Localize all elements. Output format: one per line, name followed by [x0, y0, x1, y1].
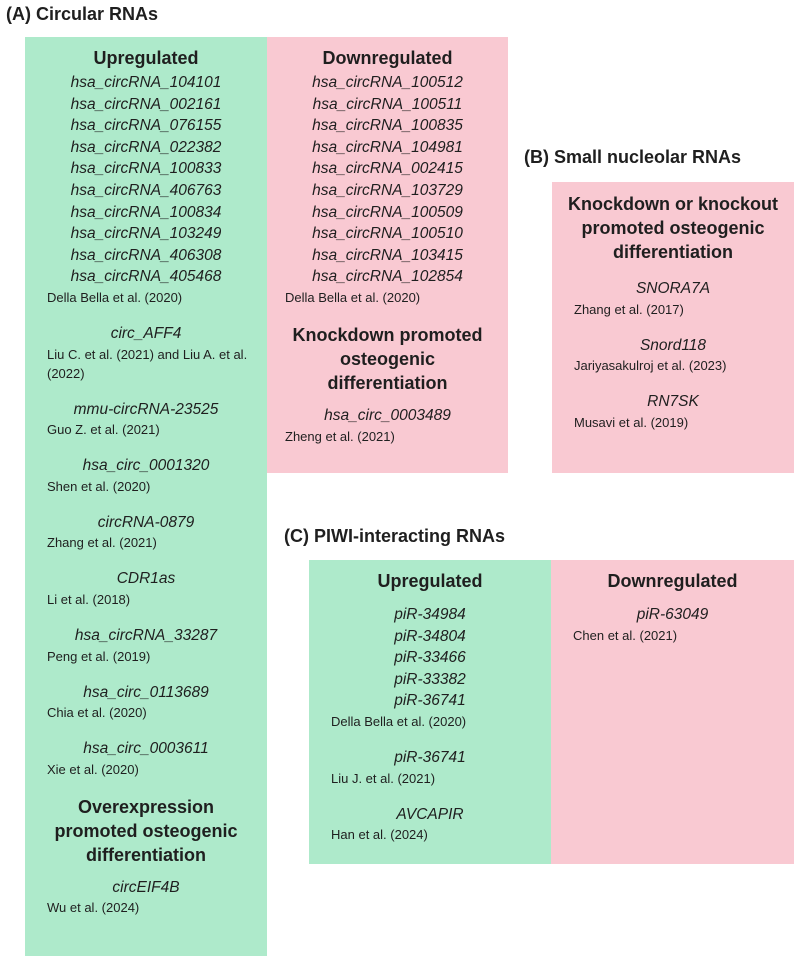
citation: Chia et al. (2020) [47, 705, 147, 721]
rna-name: hsa_circRNA_100834 [70, 203, 222, 221]
panel-a-down-items [275, 72, 500, 288]
citation: Guo Z. et al. (2021) [47, 422, 160, 438]
rna-name: hsa_circRNA_102854 [312, 268, 463, 286]
rna-entry [560, 391, 786, 432]
rna-name: hsa_circRNA_103415 [312, 246, 463, 264]
panel-c-upregulated-box [309, 560, 551, 864]
citation: Zhang et al. (2021) [47, 535, 157, 551]
rna-name: RN7SK [647, 393, 699, 411]
citation: Zheng et al. (2021) [285, 428, 395, 444]
citation: Wu et al. (2024) [47, 900, 140, 916]
panel-c-up-header: Upregulated [377, 571, 483, 591]
rna-entry [33, 625, 259, 666]
rna-entry [559, 604, 786, 645]
citation: Liu J. et al. (2021) [331, 770, 436, 786]
rna-name: piR-33466 [394, 649, 466, 667]
panel-a-overexpression-header: Overexpression promoted osteogenic differentiation [54, 796, 238, 865]
rna-name: hsa_circ_0113689 [83, 683, 209, 701]
panel-a-downregulated-box [267, 37, 508, 473]
rna-entry [33, 682, 259, 723]
panel-c-title: (C) PIWI-interacting RNAs [284, 526, 506, 546]
rna-entry [560, 335, 786, 376]
rna-name: hsa_circRNA_104101 [70, 74, 222, 91]
rna-name: hsa_circRNA_022382 [70, 138, 222, 156]
citation: Peng et al. (2019) [47, 648, 151, 664]
citation: Della Bella et al. (2020) [285, 289, 421, 305]
panel-b-title: (B) Small nucleolar RNAs [524, 147, 742, 167]
rna-name: hsa_circRNA_100833 [70, 160, 222, 178]
citation: Musavi et al. (2019) [574, 414, 689, 430]
rna-name: piR-63049 [636, 606, 709, 623]
rna-name: hsa_circ_0003489 [324, 406, 451, 424]
rna-name: hsa_circRNA_002415 [312, 160, 463, 178]
citation: Xie et al. (2020) [47, 761, 139, 777]
rna-entry [33, 738, 259, 779]
panel-c-up-first-group [317, 604, 543, 712]
rna-name: piR-36741 [394, 748, 466, 766]
rna-name: circEIF4B [112, 878, 180, 896]
rna-entry [33, 568, 259, 609]
rna-name: piR-33382 [394, 670, 466, 688]
rna-name: hsa_circRNA_100512 [312, 74, 463, 91]
citation: Han et al. (2024) [331, 827, 428, 843]
rna-name: piR-34804 [394, 627, 466, 645]
rna-name: hsa_circRNA_100835 [312, 117, 463, 135]
citation: Zhang et al. (2017) [574, 301, 684, 317]
citation: Liu C. et al. (2021) and Liu A. et al. (2022) [47, 346, 248, 381]
panel-a-title: (A) Circular RNAs [6, 4, 159, 24]
rna-name: hsa_circRNA_104981 [312, 138, 463, 156]
rna-name: hsa_circ_0001320 [82, 457, 210, 475]
rna-name: hsa_circRNA_406308 [70, 246, 222, 264]
rna-name: mmu-circRNA-23525 [73, 400, 219, 418]
rna-entry [33, 455, 259, 496]
citation: Shen et al. (2020) [47, 478, 151, 494]
rna-name: hsa_circRNA_405468 [70, 268, 222, 286]
rna-name: hsa_circRNA_002161 [70, 95, 222, 113]
rna-name: circRNA-0879 [97, 513, 195, 531]
panel-a-knockdown-header: Knockdown promoted osteogenic differentiation [292, 324, 483, 393]
rna-name: AVCAPIR [396, 805, 464, 823]
rna-entry [317, 747, 543, 788]
panel-c-down-header: Downregulated [607, 571, 738, 591]
rna-name: hsa_circRNA_100511 [312, 95, 463, 113]
rna-name: CDR1as [116, 570, 176, 588]
citation: Della Bella et al. (2020) [331, 713, 467, 729]
panel-c-downregulated-box [551, 560, 794, 864]
panel-a-down-header: Downregulated [322, 48, 453, 68]
rna-name: piR-36741 [394, 692, 466, 710]
rna-name: hsa_circRNA_103249 [70, 225, 222, 243]
rna-name: hsa_circRNA_33287 [74, 626, 218, 644]
panel-c-down-groups [559, 604, 786, 645]
rna-entry [33, 512, 259, 553]
rna-name: hsa_circRNA_103729 [312, 181, 463, 199]
panel-b-box [552, 182, 794, 473]
rna-name: hsa_circ_0003611 [83, 740, 209, 758]
citation: Della Bella et al. (2020) [47, 289, 183, 305]
rna-entry [33, 323, 259, 383]
rna-name: piR-34984 [394, 606, 466, 623]
rna-name: Snord118 [639, 336, 707, 354]
panel-b-groups [560, 278, 786, 432]
panel-a-upregulated-box [25, 37, 267, 956]
rna-name: circ_AFF4 [110, 324, 182, 342]
rna-name: SNORA7A [635, 280, 711, 297]
rna-name: hsa_circRNA_100510 [312, 225, 463, 243]
rna-name: hsa_circRNA_100509 [312, 203, 463, 221]
citation: Chen et al. (2021) [573, 627, 678, 643]
rna-entry [317, 804, 543, 845]
rna-name: hsa_circRNA_076155 [70, 117, 222, 135]
rna-entry [560, 278, 786, 319]
rna-entry [33, 399, 259, 440]
panel-a-up-groups [33, 323, 259, 779]
rna-name: hsa_circRNA_406763 [70, 181, 222, 199]
panel-c-up-groups [317, 747, 543, 844]
panel-b-header: Knockdown or knockout promoted osteogenic differentiation [567, 194, 778, 262]
panel-a-up-first-group [33, 72, 259, 288]
citation: Li et al. (2018) [47, 591, 131, 607]
panel-a-up-header: Upregulated [93, 48, 199, 68]
citation: Jariyasakulroj et al. (2023) [574, 358, 727, 374]
